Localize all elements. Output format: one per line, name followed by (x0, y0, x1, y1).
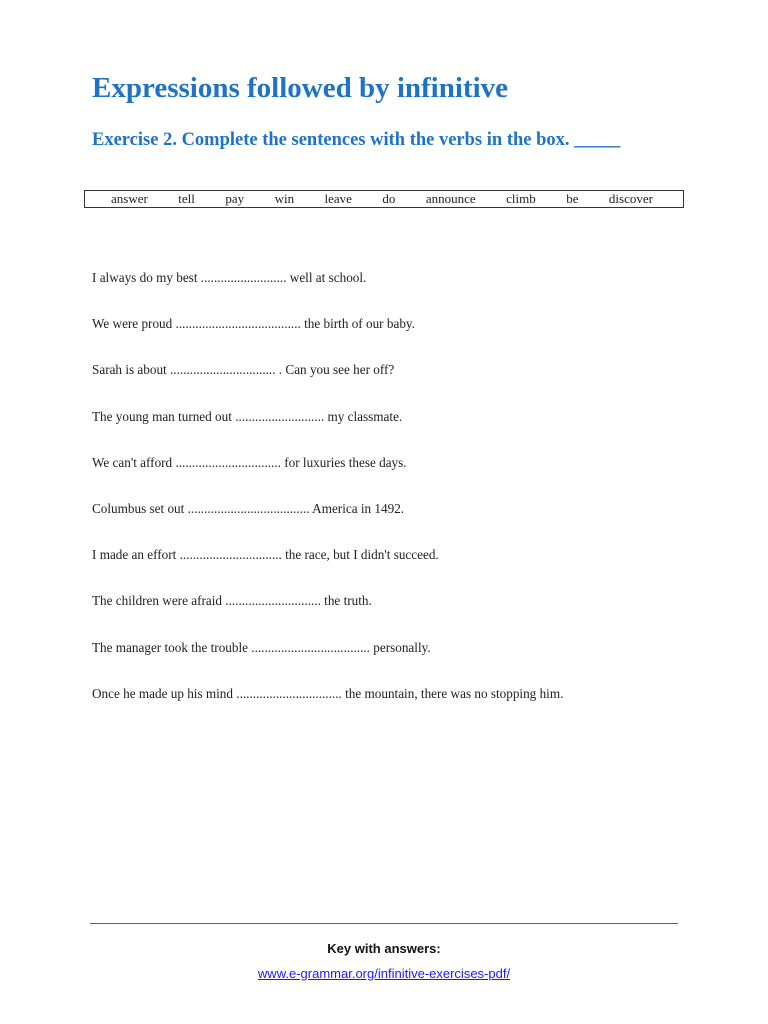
exercise-sentence: I made an effort ............................... the race, but I didn't succeed. (92, 547, 439, 563)
verb-word: discover (608, 191, 653, 206)
exercise-sentence: The young man turned out ........................... my classmate. (92, 408, 403, 424)
page-title: Expressions followed by infinitive (92, 72, 508, 104)
answer-key-link[interactable]: www.e-grammar.org/infinitive-exercises-pdf/ (257, 966, 511, 981)
exercise-sentence: Sarah is about ................................ . Can you see her off? (92, 362, 395, 378)
verb-word: tell (178, 191, 195, 206)
sentence-list (92, 268, 712, 730)
verb-word: leave (324, 191, 352, 206)
verb-word: do (382, 191, 396, 206)
exercise-sentence: Once he made up his mind ................................ the mountain, there was no stopping him. (92, 685, 564, 701)
verb-word: pay (225, 191, 245, 206)
exercise-sentence: The manager took the trouble .................................... personally. (92, 639, 431, 655)
exercise-instructions: Exercise 2. Complete the sentences with the verbs in the box. _____ (92, 130, 621, 150)
exercise-sentence: I always do my best .......................... well at school. (92, 270, 367, 285)
verb-word: be (566, 191, 579, 206)
verb-box (84, 190, 684, 208)
exercise-sentence: The children were afraid ............................. the truth. (92, 593, 372, 609)
exercise-sentence: We were proud ...................................... the birth of our baby. (92, 316, 415, 332)
verb-word: climb (506, 191, 536, 206)
verb-word: announce (425, 191, 476, 206)
answer-key-label: Key with answers: (327, 941, 441, 956)
exercise-sentence: Columbus set out ..................................... America in 1492. (92, 500, 405, 516)
verb-word: answer (111, 191, 148, 206)
verb-word: win (274, 191, 295, 206)
footer-divider (90, 923, 678, 924)
answer-key-link-wrapper (0, 965, 768, 983)
exercise-sentence: We can't afford ................................ for luxuries these days. (92, 454, 407, 470)
